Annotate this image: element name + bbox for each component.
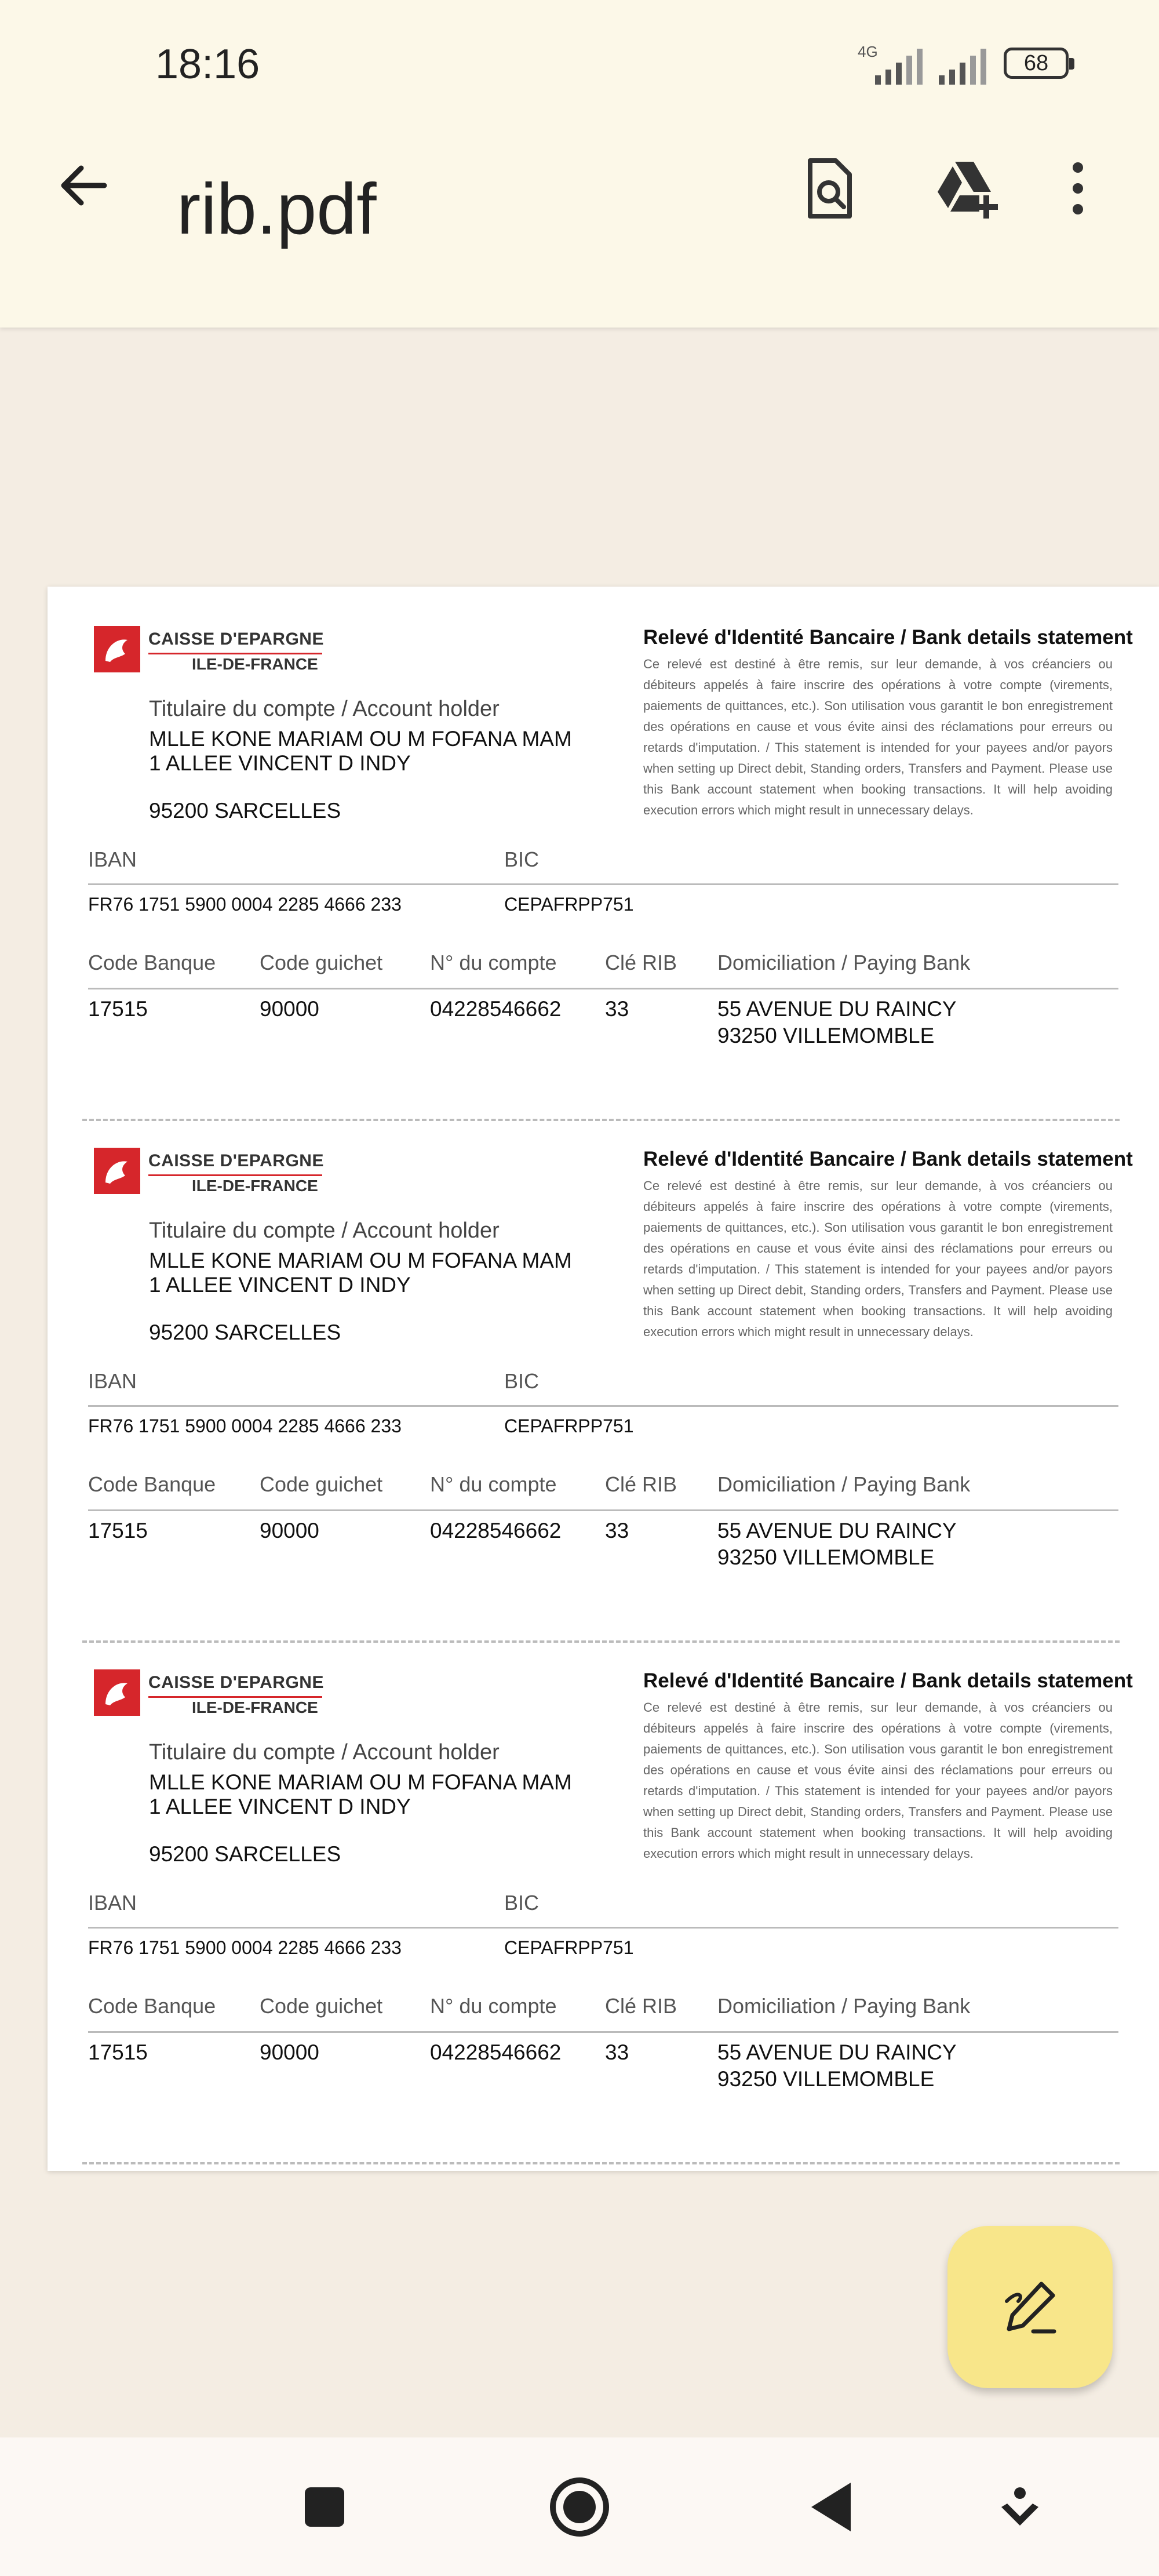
bic-label: BIC [504,1891,540,1915]
cle-rib-label: Clé RIB [605,1994,677,2018]
network-type-label: 4G [858,43,878,60]
code-guichet-label: Code guichet [260,951,383,974]
code-banque-value: 17515 [88,997,148,1021]
more-vertical-icon [1060,154,1095,223]
bank-name: CAISSE D'EPARGNE [148,1151,324,1170]
recents-square-icon [290,2472,359,2542]
domiciliation-label: Domiciliation / Paying Bank [717,1472,971,1496]
code-guichet-label: Code guichet [260,1472,383,1496]
bic-value: CEPAFRPP751 [504,1416,634,1436]
domiciliation-label: Domiciliation / Paying Bank [717,1994,971,2018]
iban-value: FR76 1751 5900 0004 2285 4666 233 [88,894,402,915]
iban-value: FR76 1751 5900 0004 2285 4666 233 [88,1937,402,1958]
recents-button[interactable] [290,2472,359,2542]
cle-rib-value: 33 [605,1519,629,1542]
holder-name: MLLE KONE MARIAM OU M FOFANA MAM [149,727,572,751]
domiciliation-line1: 55 AVENUE DU RAINCY [717,1519,957,1542]
holder-address: 1 ALLEE VINCENT D INDY [149,1273,411,1297]
holder-address: 1 ALLEE VINCENT D INDY [149,751,411,775]
num-compte-label: N° du compte [430,1994,557,2018]
domiciliation-line2: 93250 VILLEMOMBLE [717,1545,935,1569]
rib-block [48,587,1159,1108]
code-banque-label: Code Banque [88,1994,216,2018]
domiciliation-line2: 93250 VILLEMOMBLE [717,2067,935,2091]
signal-icon-2 [939,48,997,85]
bank-region: ILE-DE-FRANCE [192,1177,318,1195]
cle-rib-label: Clé RIB [605,1472,677,1496]
code-banque-label: Code Banque [88,951,216,974]
bank-name: CAISSE D'EPARGNE [148,1673,324,1692]
back-button[interactable] [52,154,116,217]
code-guichet-label: Code guichet [260,1994,383,2018]
num-compte-label: N° du compte [430,1472,557,1496]
search-document-button[interactable] [794,154,863,223]
statement-title: Relevé d'Identité Bancaire / Bank details statement [643,626,1133,649]
cle-rib-label: Clé RIB [605,951,677,974]
code-banque-value: 17515 [88,2040,148,2064]
cut-line [82,2162,1120,2164]
status-icons [852,42,1084,88]
code-banque-label: Code Banque [88,1472,216,1496]
edit-fab-button[interactable] [947,2226,1113,2388]
holder-city: 95200 SARCELLES [149,799,341,823]
assistant-icon [985,2472,1055,2542]
domiciliation-line2: 93250 VILLEMOMBLE [717,1024,935,1047]
holder-city: 95200 SARCELLES [149,1320,341,1344]
search-document-icon [794,154,863,223]
back-triangle-icon [800,2472,869,2542]
statement-text: Ce relevé est destiné à être remis, sur leur demande, à vos créanciers ou débiteurs appelés à faire inscrire des opérations à votre compte (virements, paiements de quittances, etc.). Son utilisation vous garantit le bon enregistrement des opérations en cause et vous évite ainsi des réclamations pour erreurs ou retards d'imputation. / This statement is intended for your payees and/or payors when setting up Direct debit, Standing orders, Transfers and Payment. Please use this Bank account statement when booking transactions. It will help avoiding execution errors which might result in unnecessary delays. [643,1700,1113,1861]
statement-title: Relevé d'Identité Bancaire / Bank details statement [643,1669,1133,1692]
iban-label: IBAN [88,847,137,871]
statement-text: Ce relevé est destiné à être remis, sur leur demande, à vos créanciers ou débiteurs appelés à faire inscrire des opérations à votre compte (virements, paiements de quittances, etc.). Son utilisation vous garantit le bon enregistrement des opérations en cause et vous évite ainsi des réclamations pour erreurs ou retards d'imputation. / This statement is intended for your payees and/or payors when setting up Direct debit, Standing orders, Transfers and Payment. Please use this Bank account statement when booking transactions. It will help avoiding execution errors which might result in unnecessary delays. [643,657,1113,817]
code-banque-value: 17515 [88,1519,148,1542]
cle-rib-value: 33 [605,2040,629,2064]
statement-text: Ce relevé est destiné à être remis, sur leur demande, à vos créanciers ou débiteurs appelés à faire inscrire des opérations à votre compte (virements, paiements de quittances, etc.). Son utilisation vous garantit le bon enregistrement des opérations en cause et vous évite ainsi des réclamations pour erreurs ou retards d'imputation. / This statement is intended for your payees and/or payors when setting up Direct debit, Standing orders, Transfers and Payment. Please use this Bank account statement when booking transactions. It will help avoiding execution errors which might result in unnecessary delays. [643,1178,1113,1339]
squirrel-logo-icon [94,626,140,672]
num-compte-label: N° du compte [430,951,557,974]
squirrel-logo-icon [94,1148,140,1194]
squirrel-logo-icon [94,1669,140,1716]
holder-name: MLLE KONE MARIAM OU M FOFANA MAM [149,1249,572,1272]
domiciliation-line1: 55 AVENUE DU RAINCY [717,997,957,1021]
holder-address: 1 ALLEE VINCENT D INDY [149,1795,411,1818]
holder-label: Titulaire du compte / Account holder [149,1740,500,1764]
bank-region: ILE-DE-FRANCE [192,655,318,673]
home-button[interactable] [545,2472,614,2542]
nav-back-button[interactable] [800,2472,869,2542]
add-to-drive-icon [933,154,1003,223]
bic-label: BIC [504,847,540,871]
home-circle-icon [545,2472,614,2542]
status-time: 18:16 [155,41,260,88]
domiciliation-label: Domiciliation / Paying Bank [717,951,971,974]
bic-label: BIC [504,1369,540,1393]
bank-logo [94,626,326,678]
edit-pen-icon [1001,2278,1059,2336]
num-compte-value: 04228546662 [430,2040,562,2064]
code-guichet-value: 90000 [260,2040,319,2064]
iban-value: FR76 1751 5900 0004 2285 4666 233 [88,1416,402,1436]
domiciliation-line1: 55 AVENUE DU RAINCY [717,2040,957,2064]
signal-icon [875,48,945,85]
num-compte-value: 04228546662 [430,1519,562,1542]
holder-city: 95200 SARCELLES [149,1842,341,1866]
num-compte-value: 04228546662 [430,997,562,1021]
holder-label: Titulaire du compte / Account holder [149,1218,500,1243]
back-arrow-icon [52,154,116,217]
rib-block [48,1630,1159,2152]
bank-logo [94,1148,326,1200]
code-guichet-value: 90000 [260,997,319,1021]
code-guichet-value: 90000 [260,1519,319,1542]
pdf-page[interactable] [48,587,1159,2171]
bank-region: ILE-DE-FRANCE [192,1698,318,1716]
app-header [0,0,1159,328]
iban-label: IBAN [88,1891,137,1915]
system-nav-bar [0,2437,1159,2576]
holder-label: Titulaire du compte / Account holder [149,697,500,721]
holder-name: MLLE KONE MARIAM OU M FOFANA MAM [149,1770,572,1794]
assistant-button[interactable] [985,2472,1055,2542]
bank-name: CAISSE D'EPARGNE [148,630,324,649]
more-options-button[interactable] [1060,154,1095,223]
cle-rib-value: 33 [605,997,629,1021]
battery-indicator: 68 [1004,48,1069,79]
bic-value: CEPAFRPP751 [504,894,634,915]
rib-block [48,1108,1159,1630]
statement-title: Relevé d'Identité Bancaire / Bank details statement [643,1148,1133,1170]
iban-label: IBAN [88,1369,137,1393]
document-title: rib.pdf [177,169,377,249]
bic-value: CEPAFRPP751 [504,1937,634,1958]
add-to-drive-button[interactable] [933,154,1003,223]
bank-logo [94,1669,326,1722]
